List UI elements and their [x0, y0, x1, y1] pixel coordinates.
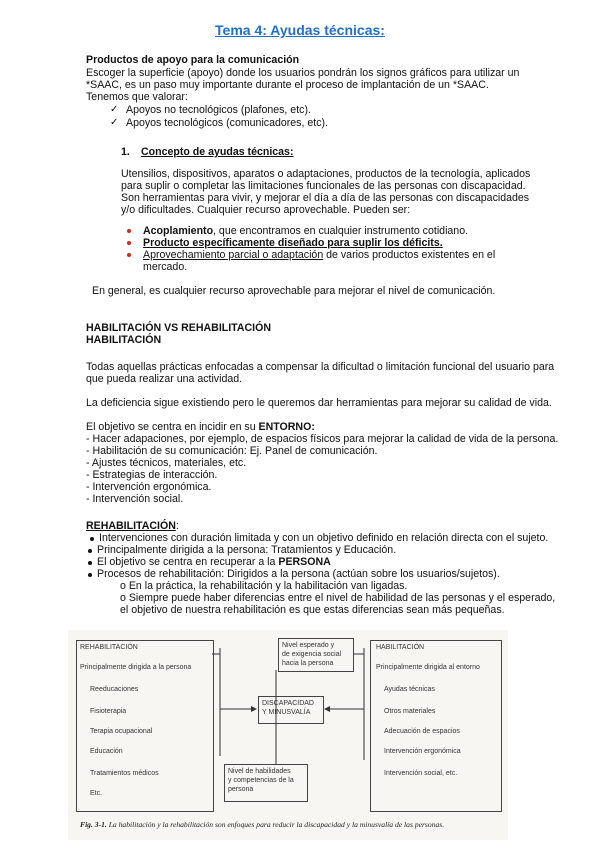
- dash-item: - Intervención social.: [86, 493, 184, 505]
- figure-caption: Fig. 3-1. La habilitación y la rehabilitación son enfoques para reducir la discapacidad y la minusvalía de las personas.: [80, 820, 445, 829]
- paragraph-line: El objetivo se centra en incidir en su ENTORNO:: [86, 421, 315, 433]
- box-item: Intervención social, etc.: [384, 770, 458, 777]
- figure-habilitacion-rehabilitacion: [68, 630, 508, 840]
- concepto-line: Son herramientas para vivir, y mejorar el día a día de las personas con discapacidades: [121, 192, 530, 204]
- bullet-item-cont: mercado.: [143, 261, 188, 273]
- bullet-item: Procesos de rehabilitación: Dirigidos a la persona (actúan sobre los usuarios/sujetos).: [97, 568, 500, 580]
- bullet-icon: [127, 241, 131, 245]
- section-heading: HABILITACIÓN: [86, 334, 162, 346]
- section-heading: REHABILITACIÓN:: [86, 520, 179, 532]
- dash-item: - Intervención ergonómica.: [86, 481, 212, 493]
- box-item: Intervención ergonómica: [384, 748, 461, 755]
- sub-item: o En la práctica, la rehabilitación y la habilitación van ligadas.: [120, 580, 408, 592]
- bullet-item: Acoplamiento, que encontramos en cualquier instrumento cotidiano.: [143, 225, 469, 237]
- check-item: Apoyos tecnológicos (comunicadores, etc).: [126, 117, 328, 129]
- bullet-icon: [88, 561, 92, 565]
- checkmark-icon: ✓: [110, 104, 119, 115]
- bullet-icon: [127, 229, 131, 233]
- dash-item: - Hacer adapaciones, por ejemplo, de espacios físicos para mejorar la calidad de vida de la persona.: [86, 433, 559, 445]
- box-item: Reeducaciones: [90, 686, 139, 693]
- section-heading: Concepto de ayudas técnicas:: [141, 146, 294, 158]
- bullet-icon: [127, 253, 131, 257]
- sub-item: o Siempre puede haber diferencias entre el nivel de habilidad de las personas y el esperado,: [120, 592, 556, 604]
- box-item: Otros materiales: [384, 708, 436, 715]
- bullet-icon: [88, 573, 92, 577]
- dash-item: - Estrategias de interacción.: [86, 469, 218, 481]
- paragraph-line: La deficiencia sigue existiendo pero le queremos dar herramientas para mejorar su calidad de vida.: [86, 397, 552, 409]
- box-title: HABILITACIÓN: [376, 644, 425, 651]
- box-item: Tratamientos médicos: [90, 770, 159, 777]
- box-item: Adecuación de espacios: [384, 728, 460, 735]
- box-text: Y MINUSVALÍA: [262, 709, 311, 716]
- paragraph-line: Todas aquellas prácticas enfocadas a compensar la dificultad o limitación funcional del usuario para: [86, 361, 555, 373]
- box-text: DISCAPACIDAD: [262, 700, 314, 707]
- box-text: de exigencia social: [282, 651, 342, 658]
- page-title: Tema 4: Ayudas técnicas:: [215, 22, 385, 38]
- box-subtitle: Principalmente dirigida al entorno: [376, 664, 480, 671]
- check-item: Apoyos no tecnológicos (plafones, etc).: [126, 104, 311, 116]
- intro-line: Escoger la superficie (apoyo) donde los usuarios pondrán los signos gráficos para utilizar un: [86, 67, 520, 79]
- box-item: Ayudas técnicas: [384, 686, 435, 693]
- concepto-line: para suplir o completar las limitaciones funcionales de las personas con discapacidad.: [121, 180, 526, 192]
- box-text: Nivel esperado y: [282, 642, 335, 649]
- section-heading: HABILITACIÓN VS REHABILITACIÓN: [86, 322, 271, 334]
- paragraph-line: que pueda realizar una actividad.: [86, 373, 243, 385]
- bullet-item: Aprovechamiento parcial o adaptación de varios productos existentes en el: [143, 249, 496, 261]
- bullet-item: Principalmente dirigida a la persona: Tratamientos y Educación.: [97, 544, 397, 556]
- box-text: y competencias de la: [228, 777, 294, 784]
- bullet-icon: [90, 537, 94, 541]
- bullet-item: El objetivo se centra en recuperar a la PERSONA: [97, 556, 331, 568]
- intro-line: Tenemos que valorar:: [86, 91, 188, 103]
- bullet-item: Producto específicamente diseñado para suplir los déficits.: [143, 237, 443, 249]
- box-subtitle: Principalmente dirigida a la persona: [80, 664, 192, 671]
- sub-item: el objetivo de nuestra rehabilitación es que estas diferencias sean más pequeñas.: [120, 604, 505, 616]
- dash-item: - Ajustes técnicos, materiales, etc.: [86, 457, 247, 469]
- dash-item: - Habilitación de su comunicación: Ej. Panel de comunicación.: [86, 445, 378, 457]
- section-number: 1.: [121, 146, 130, 158]
- box-item: Etc.: [90, 790, 103, 797]
- concepto-general: En general, es cualquier recurso aprovechable para mejorar el nivel de comunicación.: [92, 285, 496, 297]
- intro-heading: Productos de apoyo para la comunicación: [86, 54, 300, 66]
- bullet-item: Intervenciones con duración limitada y con un objetivo definido en relación directa con el sujeto.: [99, 532, 549, 544]
- figure-arrows: [68, 630, 508, 840]
- box-item: Terapia ocupacional: [90, 728, 153, 735]
- box-item: Fisioterapia: [90, 708, 127, 715]
- box-text: hacia la persona: [282, 660, 334, 667]
- box-text: Nivel de habilidades: [228, 768, 291, 775]
- bullet-icon: [88, 549, 92, 553]
- box-item: Educación: [90, 748, 123, 755]
- intro-line: *SAAC, es un paso muy importante durante el proceso de implantación de un *SAAC.: [86, 79, 489, 91]
- box-title: REHABILITACIÓN: [80, 644, 138, 651]
- concepto-line: Utensilios, dispositivos, aparatos o adaptaciones, productos de la tecnología, aplicados: [121, 168, 531, 180]
- box-text: persona: [228, 786, 254, 793]
- checkmark-icon: ✓: [110, 117, 119, 128]
- concepto-line: y/o dificultades. Cualquier recurso aprovechable. Pueden ser:: [121, 204, 411, 216]
